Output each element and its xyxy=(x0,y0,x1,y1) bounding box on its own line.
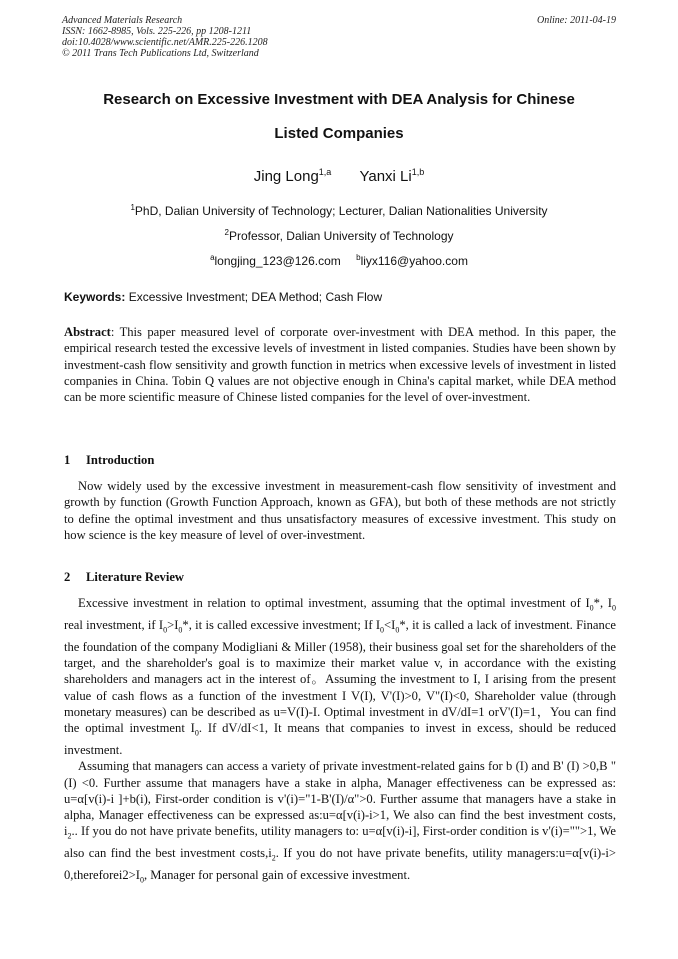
email-a[interactable] xyxy=(210,253,341,268)
text-run: . If dV/dI<1, It means that companies to invest in excess, should be reduced investment. xyxy=(64,721,616,757)
journal-name: Advanced Materials Research xyxy=(62,15,183,26)
affiliation-superscript: 1 xyxy=(130,203,135,212)
author xyxy=(359,167,424,185)
text-run: . If you do not have private benefits, utility managers:u=α[v(i)-i> 0,thereforei2>I xyxy=(64,846,616,883)
affiliation-text: Professor, Dalian University of Technology xyxy=(228,229,454,243)
copyright-line: © 2011 Trans Tech Publications Ltd, Switzerland xyxy=(62,48,259,59)
subscript: 2 xyxy=(67,831,72,841)
subscript: 0 xyxy=(139,875,144,885)
text-run: Excessive investment in relation to optimal investment, assuming that the optimal investment of I xyxy=(78,596,590,610)
subscript: 0 xyxy=(589,603,594,613)
text-run: *, I xyxy=(593,596,612,610)
subscript: 0 xyxy=(612,603,616,613)
email-superscript: a xyxy=(210,253,215,262)
keywords xyxy=(64,290,616,304)
abstract xyxy=(64,324,616,405)
introduction-body xyxy=(64,478,616,543)
affiliation-1 xyxy=(0,203,678,218)
author-superscript: 1,a xyxy=(318,167,332,177)
text-run: real investment, if I xyxy=(64,617,164,632)
paper-title-line-2: Listed Companies xyxy=(274,125,404,142)
keywords-text: Excessive Investment; DEA Method; Cash Flow xyxy=(128,290,383,304)
online-date: Online: 2011-04-19 xyxy=(537,15,616,26)
literature-paragraph-1 xyxy=(64,595,616,758)
text-run: >I xyxy=(167,617,179,632)
author-superscript: 1,b xyxy=(411,167,425,177)
affiliation-superscript: 2 xyxy=(224,228,229,237)
section-number: 1 xyxy=(64,453,71,467)
abstract-text: : This paper measured level of corporate over-investment with DEA method. In this paper, the empirical research tested the excessive levels of investment in listed companies. Studies have been shown by investment-cash flow sensitivity and growth function in metrics when excessive levels of investment in listed companies in China. Tobin Q values are not objective enough in China's capital market, while DEA method can be more scientific measure of Chinese listed companies for the level of over-investment. xyxy=(64,325,616,405)
email-b[interactable] xyxy=(356,253,468,268)
section-number: 2 xyxy=(64,570,71,584)
affiliation-2 xyxy=(0,228,678,243)
email-text: liyx116@yahoo.com xyxy=(360,254,468,268)
doi-line: doi:10.4028/www.scientific.net/AMR.225-226.1208 xyxy=(62,37,268,48)
text-run: *, it is called a lack of investment. Finance the foundation of the company Modigliani & Miller (1958), their business goal set for the shareholders of the target, and the shareholder's goal is to maximize their market value v, in accordance with the existing shareholders and managers act in the interest of。Assuming the investment to I, I arising from the present value of cash flows as a function of the investment I V(I), V'(I)>0, V"(I)<0, Shareholder value (through monetary measures) can be described as u=V(I)-I. Optimal investment in dV/dI=1 orV'(I)=1，You can find the optimal investment I xyxy=(64,617,616,736)
author-name: Yanxi Li xyxy=(359,168,412,185)
text-run: *, it is called excessive investment; If I xyxy=(182,617,381,632)
keywords-label: Keywords: xyxy=(64,290,126,304)
text-run: <I xyxy=(384,617,396,632)
subscript: 0 xyxy=(163,625,168,635)
section-heading-introduction xyxy=(64,453,616,468)
email-superscript: b xyxy=(356,253,361,262)
author-name: Jing Long xyxy=(253,168,319,185)
text-run: .. If you do not have private benefits, utility managers to: u=α[v(i)-i], First-order condition is v'(i)="">1, We also can find the best investment costs,i xyxy=(64,824,616,861)
abstract-label: Abstract xyxy=(64,325,111,339)
literature-paragraph-2 xyxy=(64,758,616,889)
paper-title-line-1: Research on Excessive Investment with DEA Analysis for Chinese xyxy=(103,91,575,108)
email-line xyxy=(0,253,678,268)
section-title: Literature Review xyxy=(86,570,185,584)
running-header xyxy=(62,15,616,59)
subscript: 0 xyxy=(194,728,199,738)
subscript: 2 xyxy=(271,853,276,863)
issn-line: ISSN: 1662-8985, Vols. 225-226, pp 1208-1211 xyxy=(62,26,252,37)
affiliation-text: PhD, Dalian University of Technology; Lecturer, Dalian Nationalities University xyxy=(134,204,548,218)
subscript: 0 xyxy=(395,625,400,635)
subscript: 0 xyxy=(178,625,183,635)
section-title: Introduction xyxy=(86,453,155,467)
author xyxy=(254,167,332,185)
introduction-paragraph: Now widely used by the excessive investment in measurement-cash flow sensitivity of investment and growth by function (Growth Function Approach, known as GFA), but both of these methods are not strictly to define the optimal investment and thus unsatisfactory measures of excessive investment. This study on how science is the key measure of level of over-investment. xyxy=(64,479,616,542)
subscript: 0 xyxy=(380,625,385,635)
text-run: , Manager for personal gain of excessive investment. xyxy=(143,868,411,883)
email-text: longjing_123@126.com xyxy=(214,254,341,268)
author-list xyxy=(0,167,678,185)
text-run: Assuming that managers can access a variety of private investment-related gains for b (I) and B' (I) >0,B "(I) <0. Further assume that managers have a stake in alpha, Manager effectiveness can be expressed as: u=α[v(i)-i ]+b(i), First-order condition is v'(i)="1-B'(I)/α">0. Further assume that managers have a stake in alpha, Manager effectiveness can be expressed as:u=α[v(i)-i>1, We also can find the best investment costs, i xyxy=(64,759,616,839)
literature-review-body xyxy=(64,595,616,889)
section-heading-literature-review xyxy=(64,570,616,585)
